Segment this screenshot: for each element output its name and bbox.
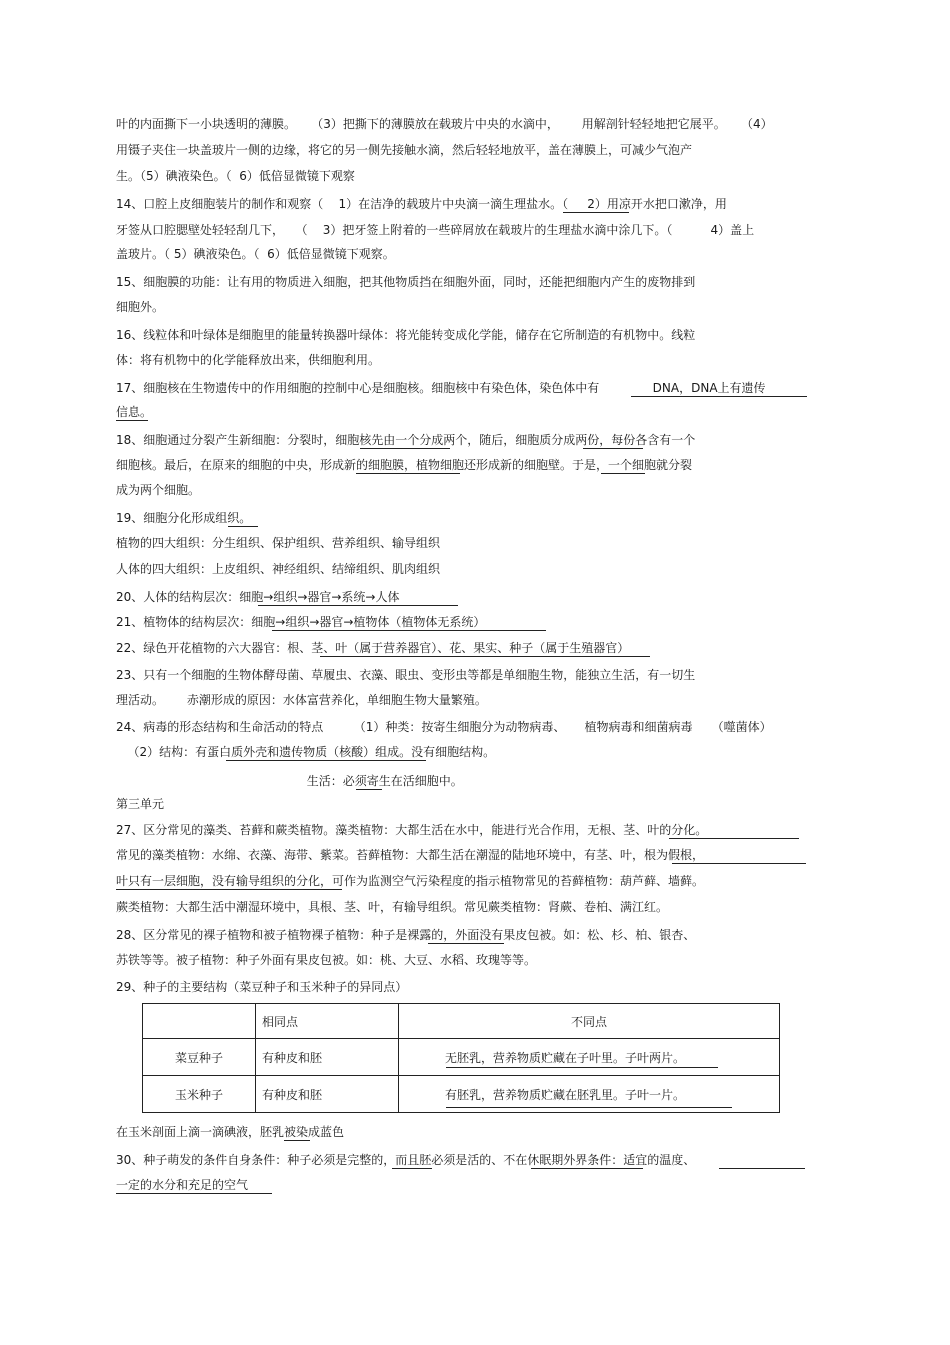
text-line: 28、区分常见的裸子植物和被子植物裸子植物：种子是裸露的，外面没有果皮包被。如：松、杉、柏、银杏、	[116, 928, 696, 942]
underline-mark	[356, 473, 460, 474]
text-line: 一定的水分和充足的空气	[116, 1178, 249, 1192]
text-line: 人体的四大组织：上皮组织、神经组织、结缔组织、肌肉组织	[116, 562, 441, 576]
underline-mark	[284, 1140, 310, 1141]
text-line: 16、线粒体和叶绿体是细胞里的能量转换器叶绿体：将光能转变成化学能，储存在它所制造的有机物中。线粒	[116, 328, 696, 342]
text-line: 蕨类植物：大都生活中潮湿环境中，具根、茎、叶，有输导组织。常见蕨类植物：肾蕨、卷柏、满江红。	[116, 900, 669, 914]
text-line: 牙签从口腔腮壁处轻轻刮几下， （ 3）把牙签上附着的一些碎屑放在载玻片的生理盐水滴中涂几下。（ 4）盖上	[116, 223, 755, 237]
underline-mark	[228, 526, 258, 527]
underline-mark	[392, 1168, 432, 1169]
underline-mark	[272, 630, 546, 631]
text-line: 叶只有一层细胞，没有输导组织的分化，可作为监测空气污染程度的指示植物常见的苔藓植物：葫芦藓、墙藓。	[116, 874, 705, 888]
text-line: 用镊子夹住一块盖玻片一侧的边缘，将它的另一侧先接触水滴，然后轻轻地放平，盖在薄膜上，可减少气泡产	[116, 143, 693, 157]
text-line: 常见的藻类植物：水绵、衣藻、海带、紫菜。苔藓植物：大都生活在潮湿的陆地环境中，有茎、叶，根为假根，	[116, 848, 705, 862]
text-line: 21、植物体的结构层次：细胞→组织→器官→植物体（植物体无系统）	[116, 615, 486, 629]
table-cell: 有胚乳，营养物质贮藏在胚乳里。子叶一片。	[399, 1076, 780, 1113]
underline-mark	[583, 448, 643, 449]
table-cell: 玉米种子	[143, 1076, 256, 1113]
text-line: 植物的四大组织：分生组织、保护组织、营养组织、输导组织	[116, 536, 441, 550]
text-line: 22、绿色开花植物的六大器官：根、茎、叶（属于营养器官）、花、果实、种子（属于生殖器官）	[116, 641, 630, 655]
text-line: 体：将有机物中的化学能释放出来，供细胞利用。	[116, 353, 381, 367]
text-line: 19、细胞分化形成组织。	[116, 511, 252, 525]
underline-mark	[356, 789, 382, 790]
text-line: 在玉米剖面上滴一滴碘液，胚乳被染成蓝色	[116, 1125, 345, 1139]
underline-mark	[446, 1067, 718, 1068]
underline-mark	[360, 448, 450, 449]
table-header-cell: 相同点	[256, 1004, 399, 1039]
table-header-cell	[143, 1004, 256, 1039]
text-line: 成为两个细胞。	[116, 483, 201, 497]
underline-mark	[428, 943, 504, 944]
underline-mark	[116, 420, 148, 421]
text-line: 27、区分常见的藻类、苔藓和蕨类植物。藻类植物：大都生活在水中，能进行光合作用，无根、茎、叶的分化。	[116, 823, 708, 837]
text-line: 20、人体的结构层次：细胞→组织→器官→系统→人体	[116, 590, 400, 604]
text-line: 信息。	[116, 405, 153, 419]
table-cell: 菜豆种子	[143, 1039, 256, 1076]
underline-mark	[320, 656, 650, 657]
underline-mark	[563, 212, 629, 213]
table-cell: 有种皮和胚	[256, 1076, 399, 1113]
section-heading: 第三单元	[116, 797, 165, 811]
text-line: 14、口腔上皮细胞装片的制作和观察（ 1）在洁净的载玻片中央滴一滴生理盐水。（ 2）用凉开水把口漱净，用	[116, 197, 727, 211]
text-line: 23、只有一个细胞的生物体酵母菌、草履虫、衣藻、眼虫、变形虫等都是单细胞生物，能独立生活，有一切生	[116, 668, 696, 682]
underline-mark	[258, 605, 458, 606]
text-line: 理活动。 赤潮形成的原因：水体富营养化，单细胞生物大量繁殖。	[116, 693, 487, 707]
text-line: 苏铁等等。被子植物：种子外面有果皮包被。如：桃、大豆、水稻、玫瑰等等。	[116, 953, 537, 967]
underline-mark	[669, 838, 799, 839]
text-line: 生。（5）碘液染色。（ 6）低倍显微镜下观察	[116, 169, 355, 183]
underline-mark	[446, 1107, 732, 1108]
table-row	[143, 1039, 780, 1076]
text-line: 生活：必须寄生在活细胞中。	[116, 774, 463, 788]
text-line: 24、病毒的形态结构和生命活动的特点 （1）种类：按寄生细胞分为动物病毒、 植物病毒和细菌病毒 （噬菌体）	[116, 720, 772, 734]
text-line: 细胞核。最后，在原来的细胞的中央，形成新的细胞膜，植物细胞还形成新的细胞壁。于是，一个细胞就分裂	[116, 458, 693, 472]
text-line: 18、细胞通过分裂产生新细胞：分裂时，细胞核先由一个分成两个，随后，细胞质分成两份，每份各含有一个	[116, 433, 696, 447]
underline-mark	[116, 889, 342, 890]
table-cell: 无胚乳，营养物质贮藏在子叶里。子叶两片。	[399, 1039, 780, 1076]
text-line: 30、种子萌发的条件自身条件：种子必须是完整的，而且胚必须是活的、不在休眠期外界条件：适宜的温度、	[116, 1153, 696, 1167]
text-line: 15、细胞膜的功能：让有用的物质进入细胞，把其他物质挡在细胞外面，同时，还能把细胞内产生的废物排到	[116, 275, 696, 289]
table-header-row	[143, 1004, 780, 1039]
text-line: 29、种子的主要结构（菜豆种子和玉米种子的异同点）	[116, 980, 408, 994]
underline-mark	[601, 473, 645, 474]
underline-mark	[116, 1193, 272, 1194]
text-line: （2）结构：有蛋白质外壳和遗传物质（核酸）组成。没有细胞结构。	[116, 745, 496, 759]
table-cell: 有种皮和胚	[256, 1039, 399, 1076]
text-line: 17、细胞核在生物遗传中的作用细胞的控制中心是细胞核。细胞核中有染色体，染色体中有 DNA，DNA上有遗传	[116, 381, 766, 395]
seed-comparison-table	[142, 1003, 780, 1113]
underline-mark	[631, 396, 807, 397]
table-header-cell: 不同点	[399, 1004, 780, 1039]
text-line: 叶的内面撕下一小块透明的薄膜。 （3）把撕下的薄膜放在载玻片中央的水滴中， 用解剖针轻轻地把它展平。 （4）	[116, 117, 773, 131]
underline-mark	[531, 1168, 643, 1169]
underline-mark	[672, 863, 806, 864]
text-line: 盖玻片。（ 5）碘液染色。（ 6）低倍显微镜下观察。	[116, 247, 395, 261]
underline-mark	[719, 1168, 805, 1169]
text-line: 细胞外。	[116, 300, 165, 314]
underline-mark	[226, 760, 426, 761]
